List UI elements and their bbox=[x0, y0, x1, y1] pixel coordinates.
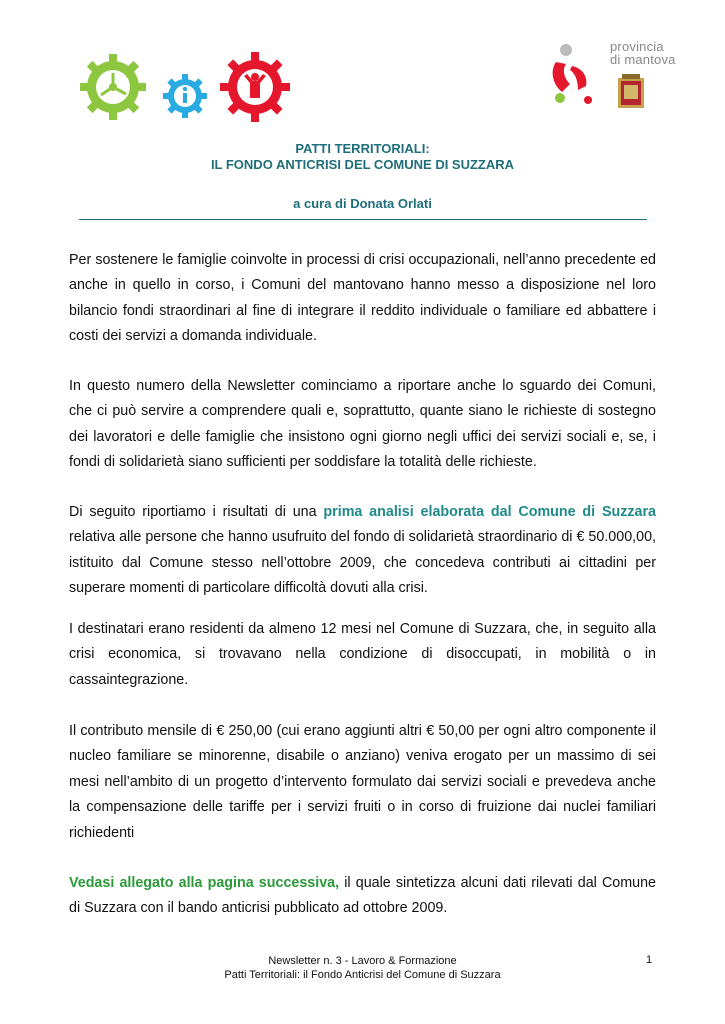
paragraph-6-highlight: Vedasi allegato alla pagina successiva, bbox=[69, 875, 340, 891]
footer bbox=[0, 954, 725, 982]
paragraph-6 bbox=[69, 871, 656, 922]
paragraph-3-pre: Di seguito riportiamo i risultati di una bbox=[69, 504, 324, 520]
logo-text-line1: provincia bbox=[610, 39, 664, 54]
logo-text-line2: di mantova bbox=[610, 52, 676, 67]
title-line-2: IL FONDO ANTICRISI DEL COMUNE DI SUZZARA bbox=[210, 157, 515, 172]
paragraph-3-highlight: prima analisi elaborata dal Comune di Suzzara bbox=[323, 504, 656, 520]
title-divider bbox=[79, 219, 647, 220]
info-gear-logo-icon bbox=[163, 74, 207, 118]
paragraph-3-post: relativa alle persone che hanno usufruito del fondo di solidarietà straordinario di € 50.000,00, istituito dal Comune stesso nell’ottobre 2009, che concedeva contributi ai cittadini per superare momenti di particolare difficoltà dovuti alla crisi. bbox=[69, 529, 656, 597]
provincia-logo-text bbox=[610, 40, 676, 66]
green-gear-logo-icon bbox=[80, 54, 146, 120]
title-line-1: PATTI TERRITORIALI: bbox=[295, 141, 430, 156]
paragraph-5: Il contributo mensile di € 250,00 (cui erano aggiunti altri € 50,00 per ogni altro componente il nucleo familiare se minorenne, disabile o anziano) veniva erogato per un massimo di sei mesi nell’ambito di un progetto d’intervento formulato dai servizi sociali e prevedeva anche la compensazione delle tariffe per i servizi fruiti o in corso di fruizione dai nuclei familiari richiedenti bbox=[69, 723, 656, 841]
footer-line-1: Newsletter n. 3 - Lavoro & Formazione bbox=[268, 955, 457, 967]
paragraph-3 bbox=[69, 500, 656, 602]
paragraph-6-post: il quale sintetizza alcuni dati rilevati dal Comune di Suzzara con il bando anticrisi pubblicato ad ottobre 2009. bbox=[69, 875, 656, 917]
footer-line-2: Patti Territoriali: il Fondo Anticrisi del Comune di Suzzara bbox=[224, 969, 501, 981]
author-line: a cura di Donata Orlati bbox=[293, 196, 432, 211]
paragraph-4: I destinatari erano residenti da almeno 12 mesi nel Comune di Suzzara, che, in seguito alla crisi economica, si trovavano nella condizione di disoccupati, in mobilità o in cassaintegrazione. bbox=[69, 621, 656, 688]
paragraph-1: Per sostenere le famiglie coinvolte in processi di crisi occupazionali, nell’anno precedente ed anche in quello in corso, i Comuni del mantovano hanno messo a disposizione nel loro bilancio fondi straordinari al fine di integrare il reddito individuale o familiare ed abbattere i costi dei servizi a domanda individuale. bbox=[69, 252, 656, 345]
person-gear-logo-icon bbox=[220, 52, 290, 122]
page-number: 1 bbox=[646, 954, 653, 966]
paragraph-2: In questo numero della Newsletter cominciamo a riportare anche lo sguardo dei Comuni, che ci può servire a comprendere quali e, soprattutto, quante siano le richieste di sostegno dei lavoratori e delle famiglie che insistono ogni giorno negli uffici dei servizi sociali e, se, i fondi di solidarietà siano sufficienti per soddisfare la totalità delle richieste. bbox=[69, 378, 656, 471]
